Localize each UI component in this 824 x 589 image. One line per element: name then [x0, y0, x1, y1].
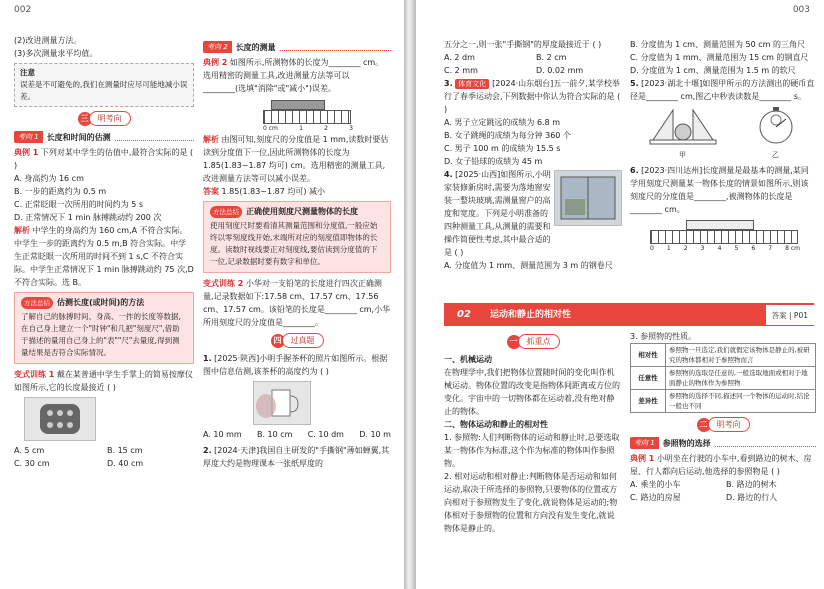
- answer-paren: ( ): [107, 383, 116, 392]
- badge-number: 三: [78, 112, 92, 126]
- option: A. 乘坐的小车: [630, 480, 681, 489]
- ruler-label: 4: [717, 245, 722, 252]
- option: A. 身高约为 16 cm: [14, 174, 84, 183]
- topic-title: 长度和时间的估测: [46, 132, 111, 142]
- section-number: 02: [444, 305, 484, 325]
- option: B. 路边的树木: [726, 480, 777, 489]
- right-page: [416, 0, 824, 589]
- method-title: 估测长度(或时间)的方法: [57, 298, 145, 307]
- method-summary-box: [14, 292, 194, 364]
- ruler-label: 2: [683, 245, 688, 252]
- option: A. 2 dm: [444, 53, 475, 62]
- table-key: 差异性: [631, 390, 666, 413]
- ruler-label: 7: [768, 245, 773, 252]
- topic-heading-1: [14, 130, 194, 144]
- table-row: [631, 390, 816, 413]
- example-label: 典例 1: [630, 454, 655, 463]
- coin-stopwatch-figure: [630, 105, 816, 162]
- paragraph: 3. 参照物的性质。: [630, 332, 697, 341]
- answer-label: 答案: [771, 310, 787, 320]
- list-item: (3)多次测量求平均值。: [14, 49, 98, 58]
- option: C. 男子 100 m 的成绩为 15.5 s: [444, 144, 561, 153]
- note-box: [14, 63, 194, 107]
- table-key: 任意性: [631, 367, 666, 390]
- section-title: 运动和静止的相对性: [484, 305, 766, 325]
- table-row: [631, 344, 816, 367]
- table-value: 参照物一旦选定,我们就假定该物体是静止的,被研究的物体都相对于参照物而言: [666, 344, 816, 367]
- book-gutter: [404, 0, 416, 589]
- question-text: [2023·四川达州]长度测量是最基本的测量,某同学用刻度尺测量某一物体长度的情景如图所示,则该刻度尺的分度值是________,被测物体的长度是________ cm。: [630, 166, 809, 214]
- example-label: 典例 1: [14, 148, 39, 157]
- topic-heading-2: [203, 40, 391, 54]
- question-text: [2023·湖北十堰]如图甲所示的方法测出的硬币直径是________ cm,图乙中秒表读数是________ s。: [630, 79, 815, 101]
- option: A. 10 mm: [203, 430, 242, 439]
- answer-paren: ( ): [14, 148, 194, 170]
- analysis-label: 解析: [14, 226, 30, 235]
- massager-image: [24, 397, 96, 441]
- cup-photo: [253, 381, 311, 425]
- option: B. 一步的距离约为 0.5 m: [14, 187, 107, 196]
- reference-table: [630, 343, 816, 413]
- answer-paren: ( ): [592, 40, 602, 49]
- option: C. 分度值为 1 mm、测量范围为 15 cm 的钢直尺: [630, 53, 809, 62]
- right-column-1: [444, 38, 622, 272]
- badge-number: 四: [271, 334, 285, 348]
- list-item: (2)改进测量方法。: [14, 36, 82, 45]
- variant-label: 变式训练 2: [203, 279, 244, 288]
- example-label: 典例 2: [203, 58, 228, 67]
- question-text: [2025·山西]如图所示,小明家装修新房时,需要为落地窗安装一整块玻璃,需测量窗户的高度和宽度。下列是小明准备的四种测量工具,从测量的需要和操作简便性考虑,其中最合适的是: [444, 170, 551, 257]
- ruler-label: 5: [734, 245, 739, 252]
- massager-icon: [25, 398, 95, 440]
- table-key: 相对性: [631, 344, 666, 367]
- option: B. 10 cm: [256, 430, 293, 439]
- topic-flag: 考向 2: [203, 41, 232, 53]
- method-summary-box-2: [203, 201, 391, 273]
- analysis-text: 由图可知,刻度尺的分度值是 1 mm,读数时要估读到分度值下一位,因此所测物体的长度为 1.85(1.83~1.87 均可) cm。选用精密的测量工具,改进测量方法等可以减小误差。: [203, 135, 389, 183]
- ruler-label: 2: [324, 125, 328, 132]
- option: D. 正常情况下 1 min 脉搏跳动约 200 次: [14, 213, 162, 222]
- method-text: 使用刻度尺时要看清其测量范围和分度值,一般应始终以零刻度线开始,末端所对应的刻度值即物体的长度。读数时视线要正对刻度线,要估读到分度值的下一位,记录数据时要有数字和单位。: [210, 221, 378, 266]
- option: D. 路边的行人: [726, 493, 778, 502]
- right-column-3: [444, 330, 622, 535]
- note-label: 注意: [20, 68, 35, 77]
- question-number: 4.: [444, 170, 453, 179]
- question-number: 5.: [630, 79, 639, 88]
- question-number: 2.: [203, 446, 212, 455]
- question-text: [2024·山东烟台]五一前夕,某学校举行了春季运动会,下列数据中你认为符合实际的是: [444, 79, 620, 101]
- option: D. 0.02 mm: [536, 66, 584, 75]
- method-title: 正确使用刻度尺测量物体的长度: [246, 207, 358, 216]
- answer-page: P01: [793, 310, 808, 320]
- answer-page-ref: 答案 | P01: [771, 310, 808, 320]
- option: D. 10 m: [359, 430, 391, 439]
- variant-label: 变式训练 1: [14, 370, 55, 379]
- section-banner: [444, 303, 814, 326]
- left-column-2: [203, 38, 391, 470]
- option: A. 男子立定跳远的成绩为 6.8 m: [444, 118, 561, 127]
- stopwatch-icon: [753, 105, 799, 145]
- answer-paren: ( ): [771, 467, 780, 476]
- badge-label: 过真题: [282, 333, 324, 348]
- topic-title: 长度的测量: [235, 42, 276, 52]
- paragraph: 2. 相对运动和相对静止:判断物体是否运动和如何运动,取决于所选择的参照物,只要物体的位置或方向相对于参照物发生了变化,就说物体是运动的;物体相对于参照物的位置和方向没有发生变化,就说物体是静止的。: [444, 472, 618, 533]
- option: C. 30 cm: [14, 459, 50, 468]
- paragraph: 在物理学中,我们把物体位置随时间的变化叫作机械运动。物体位置的改变是指物体间距离或方位的变化。宇宙中的一切物体都在运动着,没有绝对静止的物体。: [444, 368, 620, 416]
- badge-guo-zhen-ti: [203, 333, 391, 348]
- culture-tag: 体育文化: [455, 79, 489, 89]
- figure-caption: 甲: [679, 151, 686, 159]
- topic-heading: [630, 436, 816, 450]
- question-text: [2024·天津]我国自主研发的"手撕钢"薄如蝉翼,其厚度大约是物理课本一张纸厚度的: [203, 446, 390, 468]
- right-column-4: [630, 330, 816, 504]
- right-column-2: [630, 38, 816, 252]
- analysis-text: 中学生的身高约为 160 cm,A 不符合实际。中学生一步的距离约为 0.5 m,B 符合实际。中学生正常眨眼一次所用的时间不到 1 s,C 不符合实际。中学生正常情况下 1 min 脉搏跳动约 75 次,D 不符合实际。选 B。: [14, 226, 194, 287]
- variant-text: 小华对一支铅笔的长度进行四次正确测量,记录数据如下:17.58 cm、17.57 cm、17.56 cm、17.57 cm。该铅笔的长度是________ cm,小华所用刻度尺的分度值是________。: [203, 279, 391, 327]
- heading: 二、物体运动和静止的相对性: [444, 420, 548, 429]
- method-pill: 方法总结: [210, 206, 242, 218]
- answer-paren: ( ): [454, 248, 464, 257]
- badge-label: 抓重点: [518, 334, 560, 349]
- window-photo: [554, 170, 622, 226]
- table-row: [631, 367, 816, 390]
- figure-caption: 乙: [772, 151, 779, 159]
- table-value: 参照物的选择不同,描述同一个物体的运动时,结论一般也不同: [666, 390, 816, 413]
- badge-number: 二: [697, 418, 711, 432]
- note-text: 误差是不可避免的,我们在测量时应尽可能地减小误差。: [20, 80, 188, 101]
- ruler-figure-6: [650, 218, 800, 252]
- badge-label: 明考向: [708, 417, 750, 432]
- topic-title: 参照物的选择: [662, 438, 711, 448]
- window-icon: [555, 171, 621, 225]
- question-text: 五分之一,则一张"手撕钢"的厚度最接近于: [444, 40, 590, 49]
- question-text: [2025·陕西]小明手握茶杯的照片如图所示。根据图中信息估测,该茶杯的高度约为: [203, 354, 388, 376]
- measured-object: [686, 220, 754, 230]
- ruler-label: 0: [650, 245, 654, 252]
- paragraph: 1. 参照物:人们判断物体的运动和静止时,总要选取某一物体作为标准,这个作为标准的物体叫作参照物。: [444, 433, 620, 468]
- example-text: 如图所示,所测物体的长度为________ cm。选用精密的测量工具,改进测量方法等可以________(选填"消除"或"减小")误差。: [203, 58, 384, 93]
- answer-label: 答案: [203, 187, 219, 196]
- topic-flag: 考向 1: [630, 437, 659, 449]
- option: C. 正常眨眼一次所用的时间约为 5 s: [14, 200, 144, 209]
- ruler-label: 3: [700, 245, 705, 252]
- option: C. 2 mm: [444, 66, 478, 75]
- answer-paren: ( ): [444, 92, 621, 114]
- cup-icon: [254, 382, 310, 424]
- answer-paren: ( ): [320, 367, 329, 376]
- topic-flag: 考向 1: [14, 131, 43, 143]
- measured-object: [271, 100, 325, 110]
- method-pill: 方法总结: [21, 297, 53, 309]
- option: B. 15 cm: [107, 446, 143, 455]
- example-text: 下列对某中学生的估值中,最符合实际的是: [40, 148, 188, 157]
- left-page: [0, 0, 404, 589]
- option: D. 分度值为 1 cm、测量范围为 1.5 m 的软尺: [630, 66, 796, 75]
- variant-text: 戴在某普通中学生手掌上的简易按摩仪如图所示,它的长度最接近: [14, 370, 193, 392]
- badge-ming-kao-xiang: [14, 111, 194, 126]
- heading: 一、机械运动: [444, 355, 492, 364]
- option: C. 10 dm: [307, 430, 344, 439]
- option: A. 5 cm: [14, 446, 45, 455]
- option: B. 2 cm: [536, 53, 567, 62]
- badge-zhua-zhong-dian: [444, 334, 622, 349]
- option: B. 女子跳绳的成绩为每分钟 360 个: [444, 131, 571, 140]
- option: C. 路边的房屋: [630, 493, 681, 502]
- badge-ming-kao-xiang-2: [630, 417, 816, 432]
- answer-text: 1.85(1.83~1.87 均可) 减小: [221, 187, 326, 196]
- ruler-label: 1: [666, 245, 671, 252]
- page-number-left: 002: [14, 5, 32, 15]
- ruler-label: 8 cm: [785, 245, 800, 252]
- question-number: 6.: [630, 166, 639, 175]
- ruler-label: 3: [349, 125, 353, 132]
- analysis-label: 解析: [203, 135, 219, 144]
- method-text: 了解自己的脉搏时间、身高、一拃的长度等数据,在自己身上建立一个"时钟"和几把"刻度尺",借助于描述的量用自己身上的"表""尺"去量度,得到测量结果是否符合实际情况。: [21, 312, 181, 357]
- badge-number: 一: [507, 335, 521, 349]
- ruler-label: 0 cm: [263, 125, 278, 132]
- left-column-1: [14, 34, 194, 470]
- question-number: 3.: [444, 79, 453, 88]
- ruler-label: 6: [751, 245, 756, 252]
- example-text: 小明坐在行驶的小车中,看到路边的树木、房屋、行人都向后运动,他选择的参照物是: [630, 454, 812, 476]
- coin-triangle-icon: [648, 105, 718, 145]
- option: D. 女子铅球的成绩为 45 m: [444, 157, 543, 166]
- table-value: 参照物的选取是任意的,一般选取地面或相对于地面静止的物体作为参照物: [666, 367, 816, 390]
- option: D. 40 cm: [107, 459, 144, 468]
- option: A. 分度值为 1 mm、测量范围为 3 m 的钢卷尺: [444, 261, 613, 270]
- page-number-right: 003: [792, 5, 810, 15]
- option: B. 分度值为 1 cm、测量范围为 50 cm 的三角尺: [630, 40, 805, 49]
- ruler-figure: [263, 98, 353, 130]
- question-number: 1.: [203, 354, 212, 363]
- ruler-label: 1: [299, 125, 303, 132]
- badge-label: 明考向: [89, 111, 131, 126]
